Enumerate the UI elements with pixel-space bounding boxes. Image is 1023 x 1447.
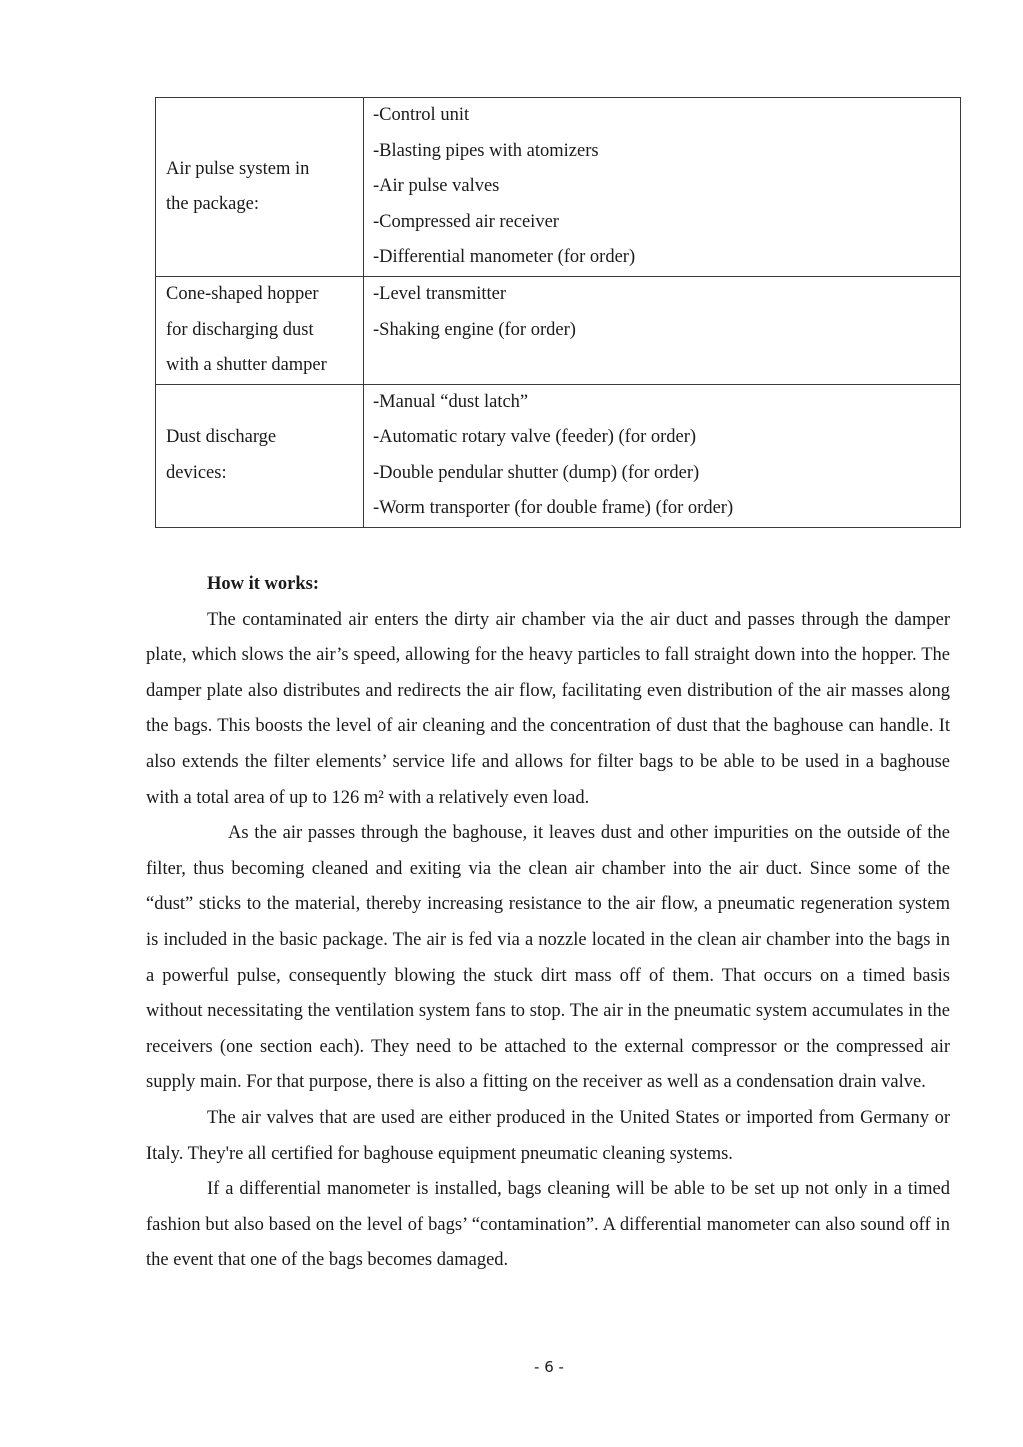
how-it-works-section bbox=[146, 567, 950, 1279]
paragraph: The contaminated air enters the dirty air chamber via the air duct and passes through the damper plate, which slows the air’s speed, allowing for the heavy particles to fall straight down into the hopper. The damper plate also distributes and redirects the air flow, facilitating even distribution of the air masses along the bags. This boosts the level of air cleaning and the concentration of dust that the baghouse can handle. It also extends the filter elements’ service life and allows for filter bags to be able to be used in a baghouse with a total area of up to 126 m² with a relatively even load. bbox=[146, 609, 950, 808]
section-heading: How it works: bbox=[207, 574, 320, 594]
label-line: Air pulse system in bbox=[166, 158, 310, 179]
label-line: with a shutter damper bbox=[166, 355, 327, 375]
list-item: -Blasting pipes with atomizers bbox=[373, 140, 599, 161]
list-item: -Automatic rotary valve (feeder) (for order) bbox=[373, 427, 697, 447]
list-item: -Air pulse valves bbox=[373, 176, 500, 197]
label-line: devices: bbox=[166, 462, 227, 483]
row-label bbox=[156, 277, 364, 385]
row-items bbox=[364, 277, 961, 385]
list-item: -Shaking engine (for order) bbox=[373, 319, 576, 340]
label-line: Cone-shaped hopper bbox=[166, 284, 319, 304]
label-line: Dust discharge bbox=[166, 427, 277, 447]
table-row-dust-discharge bbox=[156, 384, 961, 527]
table-row-air-pulse bbox=[156, 98, 961, 277]
list-item: -Double pendular shutter (dump) (for order) bbox=[373, 462, 700, 483]
row-items bbox=[364, 384, 961, 527]
label-line: for discharging dust bbox=[166, 319, 314, 340]
paragraph: As the air passes through the baghouse, it leaves dust and other impurities on the outside of the filter, thus becoming cleaned and exiting via the clean air chamber into the air duct. Since some of the “dust” sticks to the material, thereby increasing resistance to the air flow, a pneumatic regeneration system is included in the basic package. The air is fed via a nozzle located in the clean air chamber into the bags in a powerful pulse, consequently blowing the stuck dirt mass off of them. That occurs on a timed basis without necessitating the ventilation system fans to stop. The air in the pneumatic system accumulates in the receivers (one section each). They need to be attached to the external compressor or the compressed air supply main. For that purpose, there is also a fitting on the receiver as well as a condensation drain valve. bbox=[146, 823, 950, 1093]
list-item: -Compressed air receiver bbox=[373, 211, 559, 232]
row-items bbox=[364, 98, 961, 277]
list-item: -Manual “dust latch” bbox=[373, 391, 529, 412]
row-label bbox=[156, 98, 364, 277]
row-label bbox=[156, 384, 364, 527]
label-line: the package: bbox=[166, 194, 259, 214]
list-item: -Control unit bbox=[373, 105, 470, 126]
equipment-table bbox=[155, 97, 961, 528]
paragraph: The air valves that are used are either produced in the United States or imported from Germany or Italy. They're all certified for baghouse equipment pneumatic cleaning systems. bbox=[146, 1107, 950, 1164]
table-row-hopper bbox=[156, 277, 961, 385]
page-number: - 6 - bbox=[534, 1358, 564, 1376]
list-item: -Level transmitter bbox=[373, 284, 507, 304]
list-item: -Worm transporter (for double frame) (for order) bbox=[373, 498, 734, 518]
paragraph: If a differential manometer is installed, bags cleaning will be able to be set up not only in a timed fashion but also based on the level of bags’ “contamination”. A differential manometer can also sound off in the event that one of the bags becomes damaged. bbox=[146, 1179, 950, 1271]
list-item: -Differential manometer (for order) bbox=[373, 247, 636, 268]
